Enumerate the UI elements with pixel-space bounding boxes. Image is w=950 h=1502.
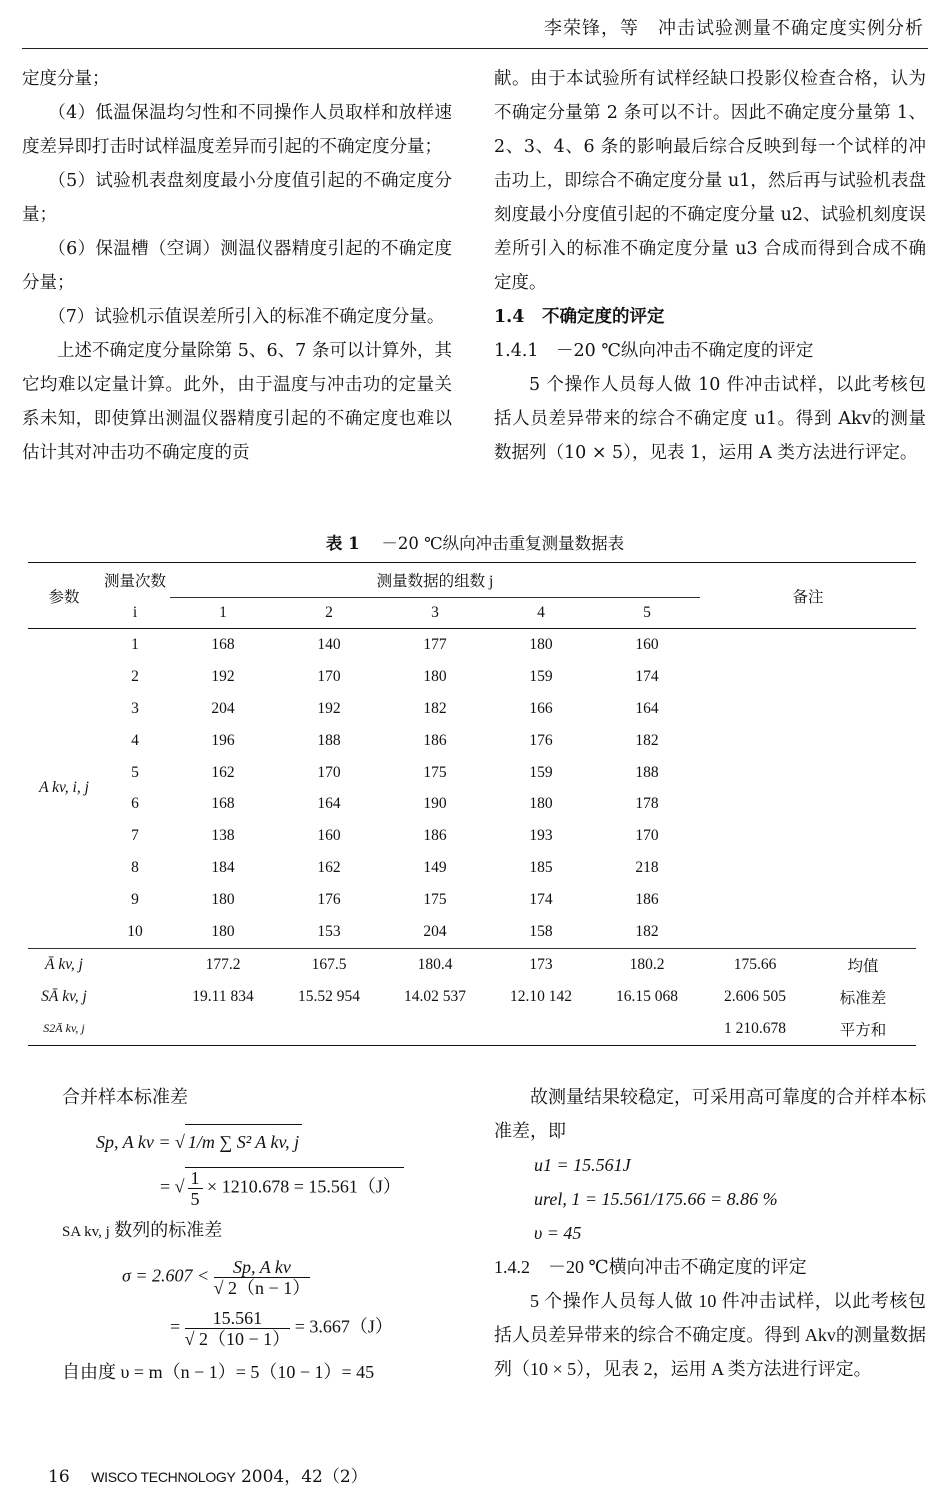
sd-value: 15.52 954 — [298, 987, 360, 1005]
table-cell: 192 — [211, 667, 235, 685]
table-cell: 190 — [423, 795, 447, 813]
table-cell: 159 — [529, 667, 553, 685]
table-cell: 177 — [423, 635, 447, 653]
sd-value: 19.11 834 — [192, 987, 254, 1005]
table-row — [28, 661, 916, 693]
sq-total: 1 210.678 — [700, 1013, 810, 1045]
table-cell: 186 — [635, 891, 659, 909]
note-cell — [700, 884, 916, 916]
journal-issue: 2004，42（2） — [240, 1467, 368, 1487]
sqrt-body — [185, 1167, 404, 1209]
table-cell: 174 — [529, 891, 553, 909]
note-cell — [700, 661, 916, 693]
journal-name: WISCO TECHNOLOGY — [91, 1469, 236, 1485]
table-row — [28, 820, 916, 852]
seq-symbol: SA kv, j — [62, 1224, 110, 1240]
row-index: 5 — [131, 763, 139, 781]
fraction-num: Sp, A kv — [214, 1257, 311, 1278]
mean-note: 均值 — [810, 948, 916, 980]
mean-total: 175.66 — [700, 948, 810, 980]
paragraph: 故测量结果较稳定，可采用高可靠度的合并样本标准差，即 — [494, 1087, 926, 1141]
note-cell — [700, 788, 916, 820]
row-index: 3 — [131, 699, 139, 717]
paragraph: （6）保温槽（空调）测温仪器精度引起的不确定度分量； — [22, 239, 452, 293]
table-cell: 149 — [423, 859, 447, 877]
table-row — [28, 852, 916, 884]
blank-cell — [100, 981, 170, 1013]
table-caption-text: －20 ℃纵向冲击重复测量数据表 — [381, 534, 625, 553]
paragraph: （7）试验机示值误差所引入的标准不确定度分量。 — [48, 307, 445, 327]
table-cell: 153 — [317, 922, 341, 940]
table-cell: 162 — [317, 859, 341, 877]
table-cell: 160 — [635, 635, 659, 653]
table-cell: 193 — [529, 827, 553, 845]
formula-sp: Sp, A kv = √ 1/m ∑ S² A kv, j — [22, 1124, 462, 1159]
paragraph: 献。由于本试验所有试样经缺口投影仪检查合格，认为不确定分量第 2 条可以不计。因此不确定度分量第 1、2、3、4、6 条的影响最后综合反映到每一个试样的冲击功上，即综合不确定度分量 u1，然后再与试验机表盘刻度最小分度值引起的不确定度分量 u2、试验机刻度误差所引入的标准不确定度分量 u3 合成而得到合成不确定度。 — [494, 69, 926, 293]
table-cell: 196 — [211, 731, 235, 749]
sd-label: SĀ kv, j — [41, 987, 87, 1005]
mean-label: Ā kv, j — [28, 948, 100, 980]
sq-label: S2Ā kv, j — [28, 1013, 100, 1045]
sd-value: 16.15 068 — [616, 987, 678, 1005]
table-cell: 180 — [529, 795, 553, 813]
table-cell: 178 — [635, 795, 659, 813]
dof-line: 自由度 υ = m（n − 1）= 5（10 − 1）= 45 — [62, 1362, 375, 1382]
group-number: 4 — [488, 598, 594, 629]
blank-cell — [170, 1013, 700, 1045]
fraction — [185, 1308, 291, 1349]
formula-lhs: Sp, A kv = — [96, 1132, 171, 1152]
table-cell: 175 — [423, 891, 447, 909]
table-cell: 180 — [529, 635, 553, 653]
blank-cell — [100, 948, 170, 980]
row-index: 1 — [131, 635, 139, 653]
header-i: i — [100, 598, 170, 629]
formula-urel: urel, 1 = 15.561/175.66 = 8.86 % — [534, 1189, 778, 1209]
row-index: 8 — [131, 859, 139, 877]
formula-u1: u1 = 15.561J — [534, 1155, 631, 1175]
paragraph: （5）试验机表盘刻度最小分度值引起的不确定度分量； — [22, 171, 452, 225]
table-cell: 170 — [317, 763, 341, 781]
note-cell — [700, 820, 916, 852]
sigma-rhs: = 3.667（J） — [294, 1316, 393, 1337]
note-cell — [700, 757, 916, 789]
table-row — [28, 788, 916, 820]
table-row — [28, 725, 916, 757]
table-cell: 138 — [211, 827, 235, 845]
table-cell: 218 — [635, 859, 659, 877]
table-cell: 164 — [635, 699, 659, 717]
header-note: 备注 — [700, 563, 916, 629]
table-row — [28, 693, 916, 725]
fraction-num: 1 — [188, 1168, 203, 1189]
left-column — [22, 62, 452, 470]
header-groups: 测量数据的组数 j — [170, 563, 700, 598]
table-row — [28, 884, 916, 916]
row-param-label: A kv, i, j — [39, 779, 89, 797]
paragraph: （4）低温保温均匀性和不同操作人员取样和放样速度差异即打击时试样温度差异而引起的不确定度分量； — [22, 103, 452, 157]
subsection-heading: 1.4.2 －20 ℃横向冲击不确定度的评定 — [494, 1257, 807, 1277]
header-rule — [22, 48, 928, 49]
paragraph: 5 个操作人员每人做 10 件冲击试样，以此考核包括人员差异带来的综合不确定度 u1。得到 Akv的测量数据列（10 × 5），见表 1，运用 A 类方法进行评定。 — [494, 375, 926, 463]
equals: = — [160, 1176, 171, 1197]
table-cell: 182 — [635, 922, 659, 940]
right-column — [494, 62, 926, 470]
table-body — [28, 629, 916, 949]
note-cell — [700, 725, 916, 757]
row-index: 7 — [131, 827, 139, 845]
table-cell: 186 — [423, 827, 447, 845]
table-cell: 162 — [211, 763, 235, 781]
paragraph: 上述不确定度分量除第 5、6、7 条可以计算外，其它均难以定量计算。此外，由于温度与冲击功的定量关系未知，即使算出测温仪器精度引起的不确定度也难以估计其对冲击功不确定度的贡 — [22, 341, 452, 463]
table-cell: 180 — [211, 922, 235, 940]
section-heading: 1.4 不确定度的评定 — [494, 307, 665, 327]
mean-value: 177.2 — [170, 948, 276, 980]
row-index: 6 — [131, 795, 139, 813]
note-cell — [700, 852, 916, 884]
equals: = — [170, 1316, 181, 1337]
group-number: 3 — [382, 598, 488, 629]
sigma-lhs: σ = 2.607 < — [122, 1265, 210, 1286]
table-row — [28, 757, 916, 789]
mean-value: 173 — [488, 948, 594, 980]
table-cell: 182 — [635, 731, 659, 749]
table-cell: 186 — [423, 731, 447, 749]
right-bottom-block — [494, 1080, 926, 1386]
table-cell: 158 — [529, 922, 553, 940]
table-cell: 170 — [317, 667, 341, 685]
fraction-den: √ 2（n − 1） — [213, 1278, 311, 1298]
table-cell: 180 — [423, 667, 447, 685]
note-cell — [700, 916, 916, 948]
paragraph: 5 个操作人员每人做 10 件冲击试样，以此考核包括人员差异带来的综合不确定度。得到 Akv的测量数据列（10 × 5），见表 2，运用 A 类方法进行评定。 — [494, 1291, 926, 1379]
sq-note: 平方和 — [810, 1013, 916, 1045]
row-index: 10 — [127, 922, 143, 940]
table-cell: 176 — [529, 731, 553, 749]
table-cell: 188 — [317, 731, 341, 749]
table-row — [28, 629, 916, 661]
row-index: 9 — [131, 891, 139, 909]
fraction-den: 5 — [190, 1189, 200, 1209]
formula-nu: υ = 45 — [534, 1223, 582, 1243]
blank-cell — [100, 1013, 170, 1045]
table-cell: 182 — [423, 699, 447, 717]
table-cell: 188 — [635, 763, 659, 781]
table-cell: 204 — [211, 699, 235, 717]
fraction — [214, 1257, 311, 1298]
table-cell: 166 — [529, 699, 553, 717]
table-row — [28, 916, 916, 948]
text-line: 合并样本标准差 — [62, 1087, 188, 1107]
note-cell — [700, 629, 916, 661]
formula-block — [22, 1080, 462, 1389]
row-index: 4 — [131, 731, 139, 749]
mean-value: 180.2 — [594, 948, 700, 980]
sd-total: 2.606 505 — [724, 987, 786, 1005]
seq-text: 数列的标准差 — [114, 1220, 223, 1240]
table-cell: 192 — [317, 699, 341, 717]
table-cell: 170 — [635, 827, 659, 845]
sd-note: 标准差 — [839, 989, 887, 1007]
header-param: 参数 — [28, 563, 100, 629]
table-cell: 175 — [423, 763, 447, 781]
fraction — [188, 1168, 203, 1209]
mean-value: 167.5 — [276, 948, 382, 980]
header-times: 测量次数 — [100, 563, 170, 598]
paragraph: 定度分量； — [22, 69, 110, 89]
text-line — [22, 1213, 462, 1249]
note-cell — [700, 693, 916, 725]
row-index: 2 — [131, 667, 139, 685]
fraction-num: 15.561 — [185, 1308, 291, 1329]
table-cell: 185 — [529, 859, 553, 877]
table-caption — [0, 530, 950, 554]
formula-sp-result: = √ $\frac{1}{5}$ × 1210.678 = 15.561（J） — [22, 1167, 462, 1209]
running-header: 李荣锋，等 冲击试验测量不确定度实例分析 — [544, 18, 924, 39]
subsection-heading: 1.4.1 －20 ℃纵向冲击不确定度的评定 — [494, 341, 814, 361]
table-cell: 168 — [211, 795, 235, 813]
table-cell: 159 — [529, 763, 553, 781]
page-number: 16 — [48, 1467, 70, 1487]
table-caption-label: 表 1 — [325, 534, 360, 553]
formula-sigma-result — [22, 1308, 462, 1349]
formula-sigma — [22, 1257, 462, 1298]
table-cell: 164 — [317, 795, 341, 813]
table-cell: 204 — [423, 922, 447, 940]
table-cell: 180 — [211, 891, 235, 909]
data-table — [28, 562, 916, 1046]
mean-value: 180.4 — [382, 948, 488, 980]
formula-rhs: × 1210.678 = 15.561（J） — [207, 1176, 401, 1197]
page-footer — [48, 1462, 368, 1487]
table-cell: 184 — [211, 859, 235, 877]
table-cell: 168 — [211, 635, 235, 653]
group-number: 2 — [276, 598, 382, 629]
group-number: 5 — [594, 598, 700, 629]
table-cell: 176 — [317, 891, 341, 909]
sd-value: 12.10 142 — [510, 987, 572, 1005]
formula-sum: 1/m ∑ S² A kv, j — [185, 1124, 302, 1159]
sd-value: 14.02 537 — [404, 987, 466, 1005]
table-cell: 140 — [317, 635, 341, 653]
table-cell: 160 — [317, 827, 341, 845]
fraction-den: √ 2（10 − 1） — [184, 1329, 291, 1349]
group-number: 1 — [170, 598, 276, 629]
table-cell: 174 — [635, 667, 659, 685]
